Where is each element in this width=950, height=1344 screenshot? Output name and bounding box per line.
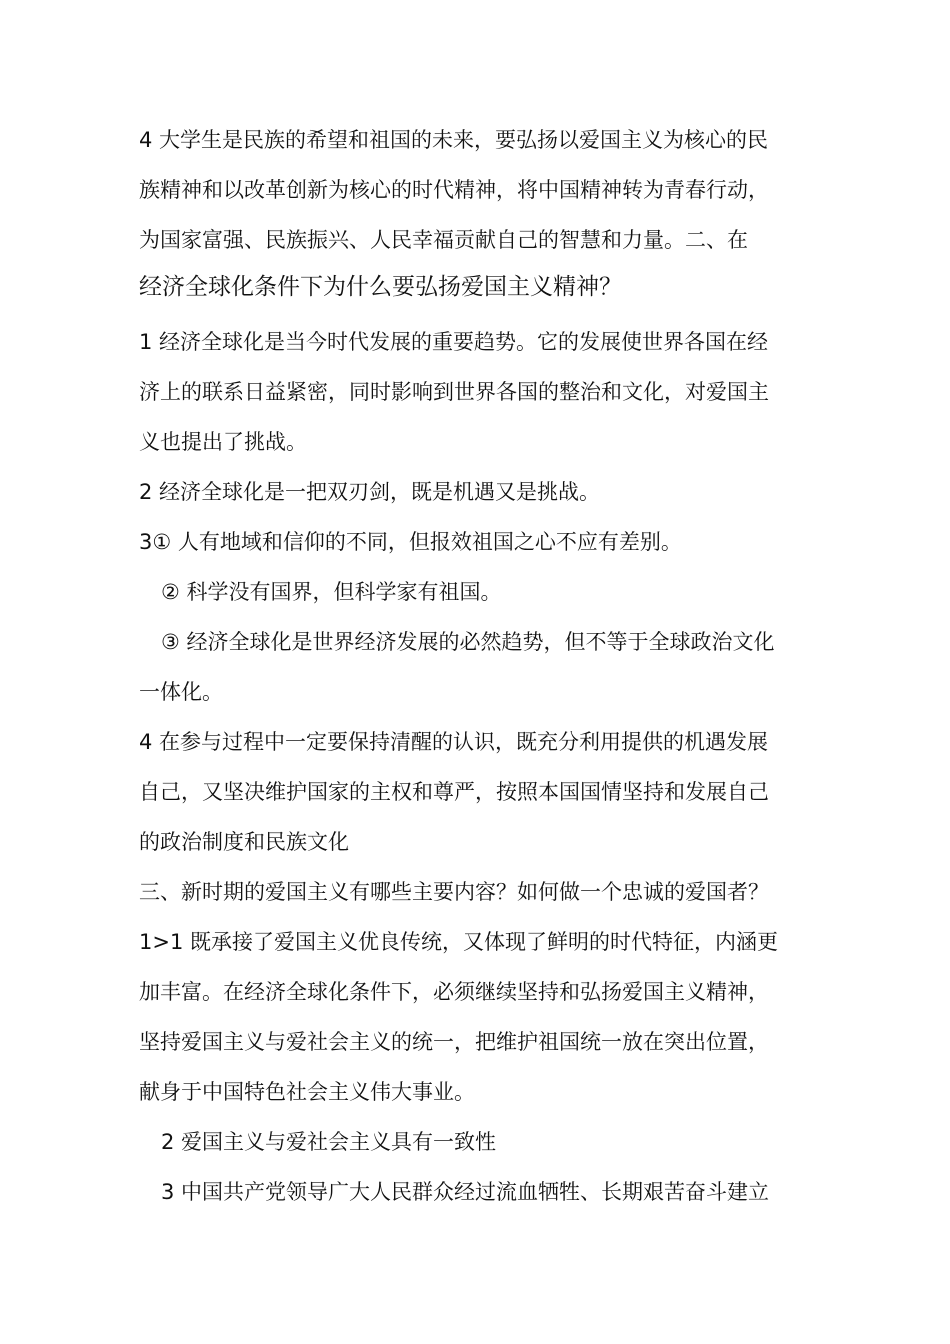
text-line: 的政治制度和民族文化	[139, 830, 349, 854]
text-line: 族精神和以改革创新为核心的时代精神，将中国精神转为青春行动，	[139, 178, 769, 202]
text-line: 为国家富强、民族振兴、人民幸福贡献自己的智慧和力量。二、在	[139, 228, 748, 252]
paragraph-new-era-patriotism	[139, 917, 829, 1117]
paragraph-double-edged-sword	[139, 467, 829, 517]
text-line: 济上的联系日益紧密，同时影响到世界各国的整治和文化，对爱国主	[139, 380, 769, 404]
text-line: 义也提出了挑战。	[139, 430, 307, 454]
paragraph-consistency	[139, 1117, 851, 1167]
text-line: 三、新时期的爱国主义有哪些主要内容？如何做一个忠诚的爱国者？	[139, 880, 769, 904]
text-line: 献身于中国特色社会主义伟大事业。	[139, 1080, 475, 1104]
paragraph-university-students	[139, 115, 829, 265]
paragraph-party-leadership	[139, 1167, 829, 1217]
text-line: 加丰富。在经济全球化条件下，必须继续坚持和弘扬爱国主义精神，	[139, 980, 769, 1004]
paragraph-point-three-three	[139, 617, 829, 717]
text-line: ③ 经济全球化是世界经济发展的必然趋势，但不等于全球政治文化	[161, 630, 775, 654]
text-line: 坚持爱国主义与爱社会主义的统一，把维护祖国统一放在突出位置，	[139, 1030, 769, 1054]
text-line: 1 经济全球化是当今时代发展的重要趋势。它的发展使世界各国在经	[139, 330, 769, 354]
text-line: 自己，又坚决维护国家的主权和尊严，按照本国国情坚持和发展自己	[139, 780, 769, 804]
paragraph-globalization-trend	[139, 317, 829, 467]
paragraph-stay-sober	[139, 717, 829, 867]
text-line: 3① 人有地域和信仰的不同，但报效祖国之心不应有差别。	[139, 530, 682, 554]
text-line: ② 科学没有国界，但科学家有祖国。	[161, 580, 502, 604]
text-line: 经济全球化条件下为什么要弘扬爱国主义精神？	[139, 274, 622, 300]
text-line: 2 经济全球化是一把双刃剑，既是机遇又是挑战。	[139, 480, 601, 504]
text-line: 1>1 既承接了爱国主义优良传统，又体现了鲜明的时代特征，内涵更	[139, 930, 778, 954]
text-line: 3 中国共产党领导广大人民群众经过流血牺牲、长期艰苦奋斗建立	[161, 1180, 770, 1204]
heading-section-three	[139, 867, 829, 917]
text-line: 一体化。	[139, 680, 223, 704]
paragraph-point-three-two	[139, 567, 851, 617]
heading-section-two-continued	[139, 262, 829, 312]
text-line: 2 爱国主义与爱社会主义具有一致性	[161, 1130, 497, 1154]
paragraph-point-three-one	[139, 517, 829, 567]
text-line: 4 大学生是民族的希望和祖国的未来，要弘扬以爱国主义为核心的民	[139, 128, 769, 152]
text-line: 4 在参与过程中一定要保持清醒的认识，既充分利用提供的机遇发展	[139, 730, 769, 754]
